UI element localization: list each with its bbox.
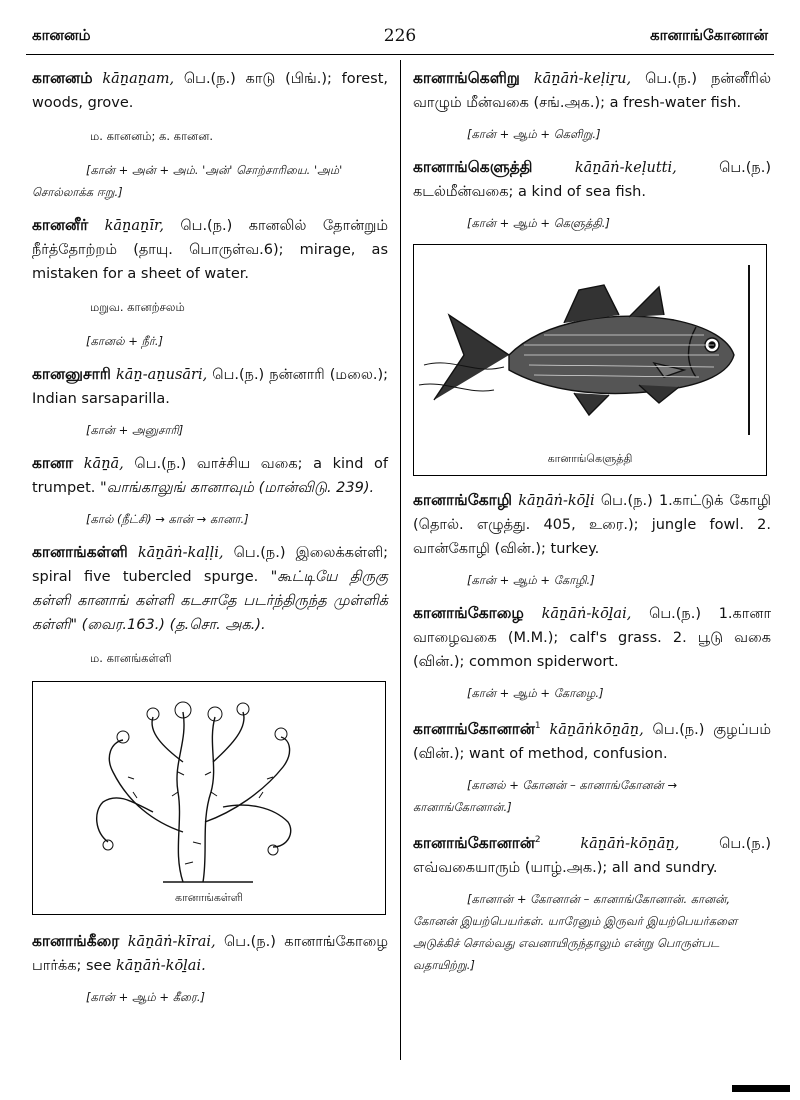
headword: கானாங்கோனான் — [413, 833, 535, 852]
definition: பெ.(ந.) கானாங்கோழை பார்க்க; see — [32, 934, 389, 974]
transliteration: kāṉāṅ-kaḷḷi, — [137, 545, 224, 561]
definition: பெ.(ந.) வாச்சிய வகை; a kind of trumpet. — [32, 456, 389, 496]
transliteration: kāṉāṅ-keḷiṟu, — [533, 71, 632, 87]
headword: கானாங்கள்ளி — [32, 543, 128, 561]
entry-kanankelutti — [413, 155, 771, 204]
fish-figure — [413, 244, 767, 476]
definition: பெ.(ந.) கானலில் தோன்றும் நீர்த்தோற்றம் (தாயு. பொருள்வ.6); mirage, as mistaken for a sheet of water. — [32, 218, 389, 282]
running-head-right: கானாங்கோனான் — [650, 26, 768, 44]
cognates: ம. கானனம்; க. கானன. — [90, 129, 214, 143]
transliteration: kāṉaṉīr, — [104, 218, 164, 234]
definition: பெ.(ந.) 1.காட்டுக் கோழி (தொல். எழுத்து. 405, உரை.); jungle fowl. 2. வான்கோழி (வின்.); turkey. — [413, 493, 772, 557]
etymology: [கான் + அன் + அம். 'அன்' சொற்சாரியை. 'அம்' சொல்லாக்க ஈறு.] — [32, 163, 343, 199]
definition: பெ.(ந.) எவ்வகையாரும் (யாழ்.அக.); all and sundry. — [413, 835, 772, 876]
entry-kanankirai — [32, 929, 388, 978]
etymology: [கால் (நீட்சி) → கான் → கானா.] — [86, 512, 249, 526]
definition: பெ.(ந.) காடு (பிங்.); forest, woods, grove. — [32, 71, 389, 111]
transliteration: kāṉāṅkōṉāṉ, — [549, 721, 644, 738]
etymology: [கானல் + நீர்.] — [86, 334, 164, 348]
quotation: "கூட்டியே திருகு கள்ளி கானாங் கள்ளி கடசாதே படர்ந்திருந்த முள்ளிக் கள்ளி" (வைர.163.) (த.சொ. அக.). — [32, 569, 388, 633]
definition: பெ.(ந.) கடல்மீன்வகை; a kind of sea fish. — [413, 160, 772, 200]
entry-kanankoli — [413, 488, 771, 561]
transliteration: kāṉāṅ-kōḻai, — [541, 606, 632, 622]
definition: பெ.(ந.) 1.கானா வாழைவகை (M.M.); calf's grass. 2. பூடு வகை (வின்.); common spiderwort. — [413, 606, 772, 670]
etymology: [கானல் + கோனன் – கானாங்கோனன் → கானாங்கோனான்.] — [413, 777, 678, 814]
figure-caption: கானாங்கள்ளி — [175, 891, 243, 904]
entry-kana — [32, 451, 388, 500]
etymology: [கான் + அனுசாரி] — [86, 423, 184, 437]
fish-illustration — [414, 245, 766, 450]
etymology: [கான் + ஆம் + கோழி.] — [467, 573, 595, 587]
etymology: [கான் + ஆம் + கோழை.] — [467, 686, 604, 700]
entry-kanankolai — [413, 601, 771, 674]
synonym: மறுவ. கானற்சலம் — [90, 300, 185, 314]
headword: கானாங்கீரை — [32, 932, 120, 950]
entry-kanankalli — [32, 540, 388, 637]
spurge-plant-illustration — [33, 682, 385, 892]
headword: கானனம் — [32, 69, 93, 87]
etymology: [கான் + ஆம் + கீரை.] — [86, 990, 206, 1004]
headword: கானா — [32, 454, 74, 472]
homonym-number: 1 — [534, 721, 541, 731]
definition: பெ.(ந.) நன்னாரி (மலை.); Indian sarsaparilla. — [32, 367, 389, 407]
transliteration: kāṉāṅ-kōṉāṉ, — [580, 835, 680, 852]
headword: கானாங்கோழை — [413, 604, 524, 622]
etymology: [கானான் + கோனான் – கானாங்கோனான். கானன், கோனன் இயற்பெயர்கள். யாரேனும் இருவர் இயற்பெயர்களை அடுக்கிச் சொல்வது எவனாயிருந்தாலும் என்று பொருள்பட வதாயிற்று.] — [413, 891, 738, 972]
left-column — [32, 66, 388, 1018]
definition: பெ.(ந.) குழப்பம் (வின்.); want of method, confusion. — [413, 721, 771, 762]
etymology: [கான் + ஆம் + கெளுத்தி.] — [467, 216, 610, 230]
headword: கானனுசாரி — [32, 365, 111, 383]
entry-kananam — [32, 66, 388, 115]
running-head-left: கானனம் — [32, 26, 91, 44]
entry-kanankeliru — [413, 66, 771, 115]
headword: கானாங்கெளுத்தி — [413, 158, 533, 176]
plant-figure — [32, 681, 386, 915]
definition: பெ.(ந.) இலைக்கள்ளி; spiral five tubercled spurge. — [32, 545, 389, 585]
entry-kanankonan-1 — [413, 714, 771, 766]
entry-kananir — [32, 213, 388, 286]
column-divider — [400, 60, 401, 1060]
right-column — [413, 66, 771, 986]
entry-kanankonan-2 — [413, 828, 771, 880]
page-header — [26, 26, 774, 52]
homonym-number: 2 — [534, 834, 541, 845]
headword: கானாங்கெளிறு — [413, 69, 520, 87]
page-corner-mark — [732, 1085, 790, 1092]
page-number: 226 — [383, 26, 417, 46]
entry-kananusari — [32, 362, 388, 411]
headword: கானாங்கோனான் — [413, 719, 535, 738]
definition: பெ.(ந.) நன்னீரில் வாழும் மீன்வகை (சங்.அக.); a fresh-water fish. — [413, 71, 772, 111]
headword: கானனீர் — [32, 216, 89, 234]
figure-caption: கானாங்கெளுத்தி — [547, 452, 633, 465]
cognates: ம. கானங்கள்ளி — [90, 651, 172, 665]
cross-reference: kāṉāṅ-kōḻai. — [116, 958, 206, 974]
quotation: "வாங்காலுங் கானாவும் (மான்விடு. 239). — [100, 480, 375, 496]
transliteration: kāṉ-aṉusāri, — [115, 367, 208, 383]
transliteration: kāṉāṅ-keḷutti, — [574, 160, 677, 176]
headword: கானாங்கோழி — [413, 491, 512, 509]
etymology: [கான் + ஆம் + கெளிறு.] — [467, 127, 601, 141]
transliteration: kāṉaṉam, — [102, 71, 175, 87]
transliteration: kāṉāṅ-kīrai, — [127, 934, 216, 950]
transliteration: kāṉā, — [83, 456, 124, 472]
header-rule — [26, 54, 774, 55]
transliteration: kāṉāṅ-kōḻi — [518, 493, 595, 509]
